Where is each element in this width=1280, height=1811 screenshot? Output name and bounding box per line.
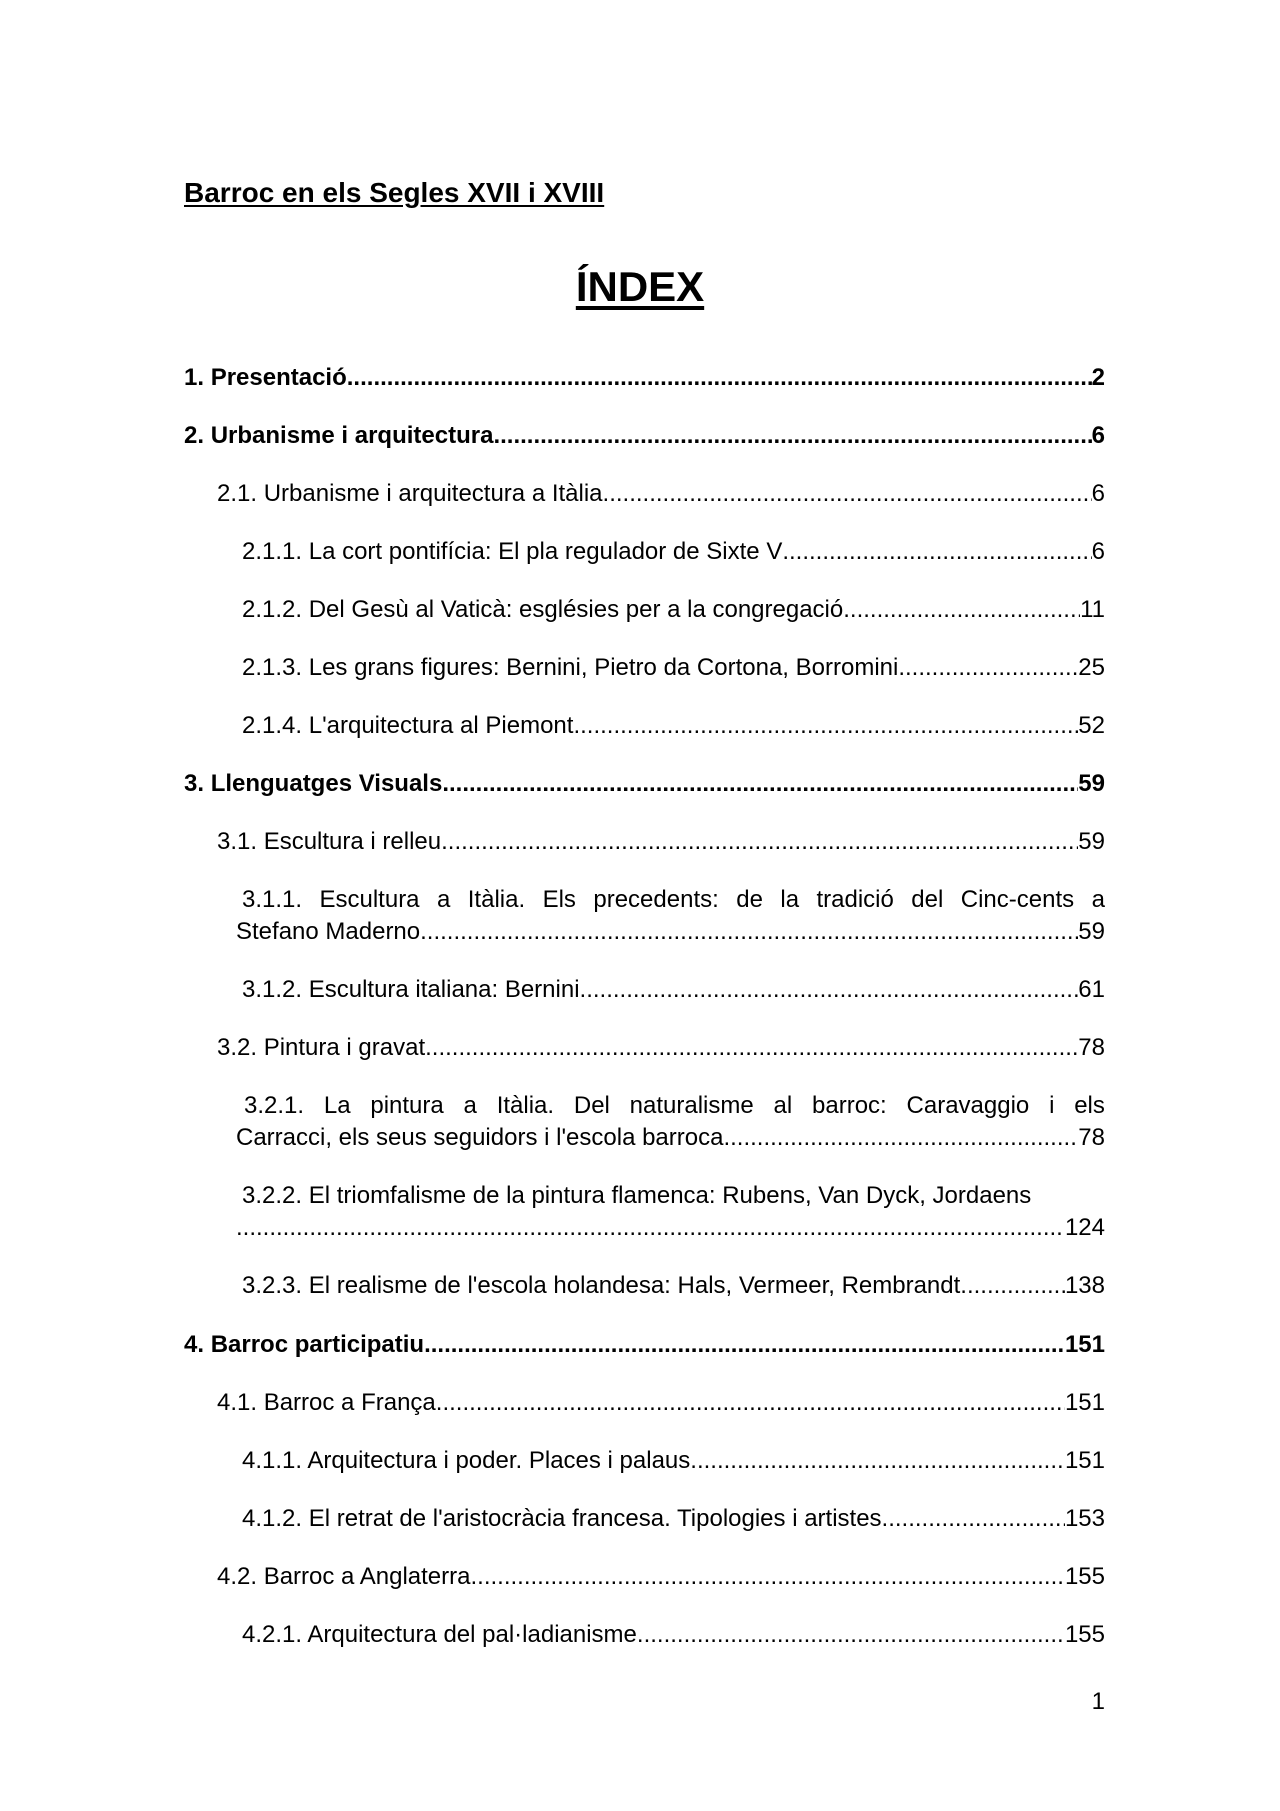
toc-entry-number: 4.1.: [217, 1389, 258, 1416]
toc-entry-3-1-2[interactable]: [242, 974, 1105, 1006]
toc-entry-line-2: [236, 1212, 1105, 1244]
toc-entry-page: 155: [1064, 1621, 1105, 1648]
toc-entry-page: 11: [1080, 596, 1105, 623]
dot-leader: [723, 1122, 1078, 1154]
dot-leader: [637, 1619, 1065, 1651]
toc-entry-page: 59: [1078, 770, 1105, 797]
toc-entry-title: Barroc a França: [263, 1389, 436, 1416]
toc-entry-2-1-1[interactable]: [242, 536, 1105, 568]
toc-word: 3.1.1.: [242, 886, 303, 913]
toc-entry-number: 4.1.1.: [242, 1447, 303, 1474]
toc-word: Els: [542, 886, 576, 913]
toc-entry-4-1-2[interactable]: [242, 1503, 1105, 1535]
toc-word: la: [780, 886, 800, 913]
toc-entry-line-2: [236, 916, 1105, 948]
page-number: 1: [1091, 1688, 1105, 1715]
toc-entry-3-2-1[interactable]: [236, 1090, 1105, 1154]
dot-leader: [960, 1270, 1065, 1302]
toc-entry-number: 3.1.2.: [242, 976, 303, 1003]
toc-entry-page: 6: [1091, 422, 1105, 449]
toc-entry-4-1[interactable]: [217, 1387, 1105, 1419]
toc-entry-page: 59: [1078, 918, 1105, 945]
toc-entry-3-1[interactable]: [217, 826, 1105, 858]
toc-word: i: [1049, 1092, 1055, 1119]
toc-entry-number: 2.1.: [217, 480, 258, 507]
toc-entry-2-1-2[interactable]: [242, 594, 1105, 626]
toc-word: a: [436, 886, 451, 913]
toc-entry-number: 2.1.2.: [242, 596, 303, 623]
toc-entry-line-1: [236, 884, 1105, 916]
dot-leader: [690, 1445, 1065, 1477]
toc-entry-page: 124: [1064, 1214, 1105, 1241]
toc-entry-title: Pintura i gravat: [263, 1034, 426, 1061]
toc-entry-title: Arquitectura del pal·ladianisme: [307, 1621, 637, 1648]
toc-entry-page: 6: [1091, 480, 1105, 507]
document-header: Barroc en els Segles XVII i XVIII: [184, 177, 605, 208]
dot-leader: [898, 652, 1078, 684]
toc-word: a: [463, 1092, 477, 1119]
toc-word: 3.2.1.: [244, 1092, 305, 1119]
toc-entry-page: 6: [1091, 538, 1105, 565]
toc-entry-title: Carracci, els seus seguidors i l'escola barroca: [236, 1124, 724, 1151]
toc-word: de: [736, 886, 763, 913]
toc-entry-number: 1.: [184, 364, 205, 391]
toc-entry-title: Urbanisme i arquitectura: [210, 422, 494, 449]
toc-entry-page: 138: [1064, 1272, 1105, 1299]
toc-word: Itàlia.: [467, 886, 526, 913]
toc-entry-2-1-4[interactable]: [242, 710, 1105, 742]
toc-entry-number: 3.2.3.: [242, 1272, 303, 1299]
toc-entry-number: 3.1.: [217, 828, 258, 855]
toc-entry-title: Del Gesù al Vaticà: esglésies per a la congregació: [308, 596, 844, 623]
toc-entry-title: Urbanisme i arquitectura a Itàlia: [263, 480, 603, 507]
dot-leader: [236, 1212, 1065, 1244]
dot-leader: [470, 1561, 1064, 1593]
dot-leader: [882, 1503, 1065, 1535]
toc-entry-number: 4.2.: [217, 1563, 258, 1590]
toc-entry-title: Les grans figures: Bernini, Pietro da Cortona, Borromini: [308, 654, 899, 681]
toc-entry-page: 59: [1078, 828, 1105, 855]
toc-entry-title: Stefano Maderno: [236, 918, 421, 945]
toc-entry-title: Llenguatges Visuals: [210, 770, 443, 797]
toc-word: Del: [573, 1092, 610, 1119]
toc-word: Escultura: [319, 886, 420, 913]
toc-word: precedents:: [593, 886, 719, 913]
toc-word: pintura: [370, 1092, 444, 1119]
toc-word: a: [1091, 886, 1105, 913]
toc-word: tradició: [816, 886, 894, 913]
toc-entry-line-1: [236, 1180, 1105, 1212]
dot-leader: [425, 1032, 1078, 1064]
toc-entry-page: 52: [1078, 712, 1105, 739]
dot-leader: [436, 1387, 1065, 1419]
toc-entry-3-2[interactable]: [217, 1032, 1105, 1064]
toc-entry-title: El realisme de l'escola holandesa: Hals, Vermeer, Rembrandt: [308, 1272, 961, 1299]
toc-entry-title: Barroc participatiu: [210, 1331, 425, 1358]
toc-entry-title: Barroc a Anglaterra: [263, 1563, 471, 1590]
toc-entry-page: 61: [1078, 976, 1105, 1003]
toc-entry-page: 151: [1064, 1447, 1105, 1474]
toc-entry-number: 3.2.: [217, 1034, 258, 1061]
toc-entry-line-1: [236, 1090, 1105, 1122]
toc-entry-number: 2.1.3.: [242, 654, 303, 681]
dot-leader: [782, 536, 1091, 568]
toc-entry-page: 78: [1078, 1034, 1105, 1061]
toc-entry-title: L'arquitectura al Piemont: [308, 712, 574, 739]
dot-leader: [843, 594, 1080, 626]
toc-word: al: [773, 1092, 793, 1119]
toc-word: Itàlia.: [496, 1092, 555, 1119]
toc-entry-4-2-1[interactable]: [242, 1619, 1105, 1651]
toc-entry-title: Escultura i relleu: [263, 828, 442, 855]
dot-leader: [420, 916, 1078, 948]
toc-entry-page: 2: [1091, 364, 1105, 391]
dot-leader: [347, 362, 1092, 394]
toc-entry-number: 3.2.2.: [242, 1182, 303, 1209]
toc-entry-line-2: [236, 1122, 1105, 1154]
toc-entry-number: 3.: [184, 770, 205, 797]
toc-entry-title: Presentació: [210, 364, 347, 391]
toc-word: barroc:: [812, 1092, 887, 1119]
toc-entry-4[interactable]: [184, 1329, 1105, 1361]
toc-entry-page: 78: [1078, 1124, 1105, 1151]
toc-entry-number: 2.1.4.: [242, 712, 303, 739]
toc-entry-2[interactable]: [184, 420, 1105, 452]
dot-leader: [442, 768, 1078, 800]
toc-entry-page: 153: [1064, 1505, 1105, 1532]
dot-leader: [424, 1329, 1065, 1361]
toc-word: Cinc-cents: [960, 886, 1075, 913]
toc-entry-number: 4.1.2.: [242, 1505, 303, 1532]
toc-entry-4-2[interactable]: [217, 1561, 1105, 1593]
toc-entry-title: El triomfalisme de la pintura flamenca: Rubens, Van Dyck, Jordaens: [308, 1182, 1032, 1209]
toc-entry-4-1-1[interactable]: [242, 1445, 1105, 1477]
toc-entry-2-1[interactable]: [217, 478, 1105, 510]
toc-word: del: [911, 886, 944, 913]
toc-entry-3-2-3[interactable]: [242, 1270, 1105, 1302]
toc-entry-1[interactable]: [184, 362, 1105, 394]
toc-entry-number: 2.: [184, 422, 205, 449]
toc-entry-3-1-1[interactable]: [236, 884, 1105, 948]
toc-entry-3-2-2[interactable]: [236, 1180, 1105, 1244]
dot-leader: [580, 974, 1079, 1006]
toc-entry-title: Arquitectura i poder. Places i palaus: [307, 1447, 691, 1474]
dot-leader: [573, 710, 1078, 742]
toc-word: naturalisme: [629, 1092, 754, 1119]
dot-leader: [493, 420, 1091, 452]
toc-entry-page: 155: [1064, 1563, 1105, 1590]
toc-entry-number: 2.1.1.: [242, 538, 303, 565]
toc-entry-page: 151: [1064, 1331, 1105, 1358]
toc-entry-page: 25: [1078, 654, 1105, 681]
toc-entry-title: Escultura italiana: Bernini: [308, 976, 580, 1003]
index-title: ÍNDEX: [575, 263, 705, 310]
toc-entry-2-1-3[interactable]: [242, 652, 1105, 684]
toc-entry-number: 4.2.1.: [242, 1621, 303, 1648]
toc-entry-number: 4.: [184, 1331, 205, 1358]
dot-leader: [441, 826, 1078, 858]
toc-word: La: [323, 1092, 351, 1119]
toc-word: els: [1074, 1092, 1105, 1119]
dot-leader: [603, 478, 1092, 510]
toc-entry-title: El retrat de l'aristocràcia francesa. Tipologies i artistes: [308, 1505, 882, 1532]
toc-entry-page: 151: [1064, 1389, 1105, 1416]
toc-entry-title: La cort pontifícia: El pla regulador de Sixte V: [308, 538, 783, 565]
toc-word: Caravaggio: [906, 1092, 1030, 1119]
toc-entry-3[interactable]: [184, 768, 1105, 800]
